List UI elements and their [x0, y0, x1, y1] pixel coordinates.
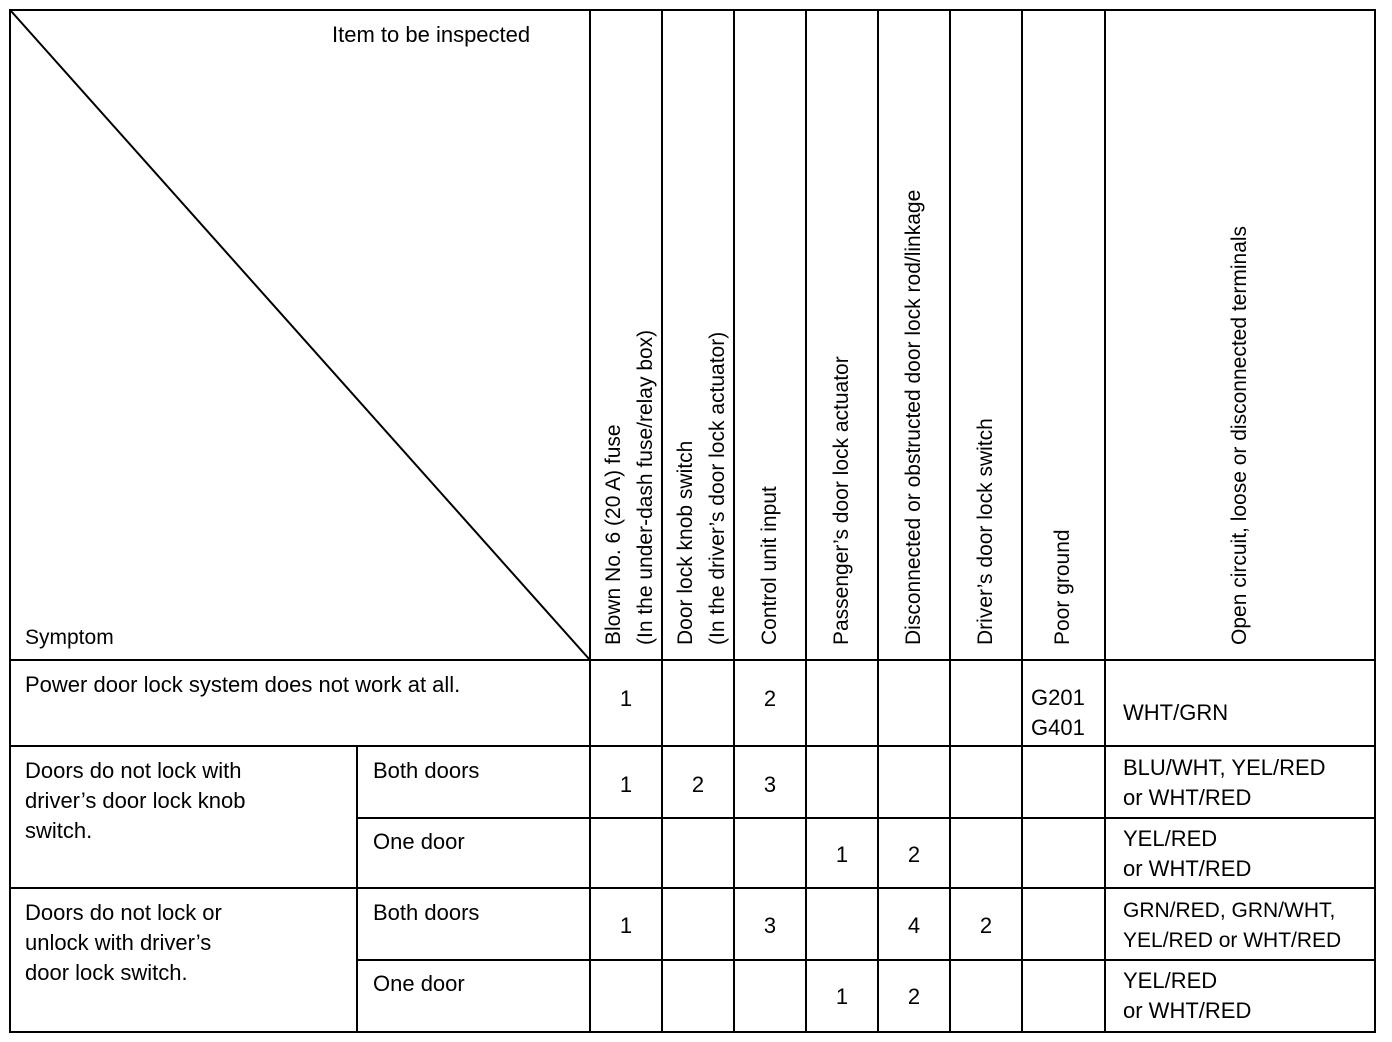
symptom-text: Doors do not lock or [25, 900, 222, 925]
terminal-value: BLU/WHT, YEL/RED [1123, 755, 1326, 780]
ground-value: G201 [1031, 685, 1085, 710]
column-header-line: Driver’s door lock switch [974, 418, 997, 645]
symptom-text: driver’s door lock knob [25, 788, 246, 813]
priority-value: 1 [835, 842, 849, 867]
priority-value: 1 [835, 984, 849, 1009]
column-header-line: Door lock knob switch [674, 440, 697, 645]
priority-value: 4 [907, 913, 921, 938]
symptom-text: switch. [25, 818, 93, 843]
priority-value: 1 [619, 913, 633, 938]
priority-value: 3 [763, 772, 777, 797]
symptom-text: unlock with driver’s [25, 930, 212, 955]
column-header-line: Disconnected or obstructed door lock rod/linkage [902, 189, 925, 645]
column-header-line: (In the under-dash fuse/relay box) [634, 329, 657, 645]
priority-value: 3 [763, 913, 777, 938]
priority-value: 1 [619, 686, 633, 711]
condition-label: Both doors [373, 900, 480, 925]
priority-value: 2 [691, 772, 705, 797]
column-header-line: (In the driver’s door lock actuator) [706, 331, 729, 645]
corner-heading-symptom: Symptom [25, 626, 114, 649]
condition-label: One door [373, 971, 465, 996]
condition-label: Both doors [373, 758, 480, 783]
priority-value: 1 [619, 772, 633, 797]
column-header-line: Passenger’s door lock actuator [830, 356, 853, 645]
terminal-value: WHT/GRN [1123, 700, 1229, 725]
terminal-value: GRN/RED, GRN/WHT, [1123, 899, 1336, 922]
column-header-line: Control unit input [758, 486, 781, 645]
corner-heading-items: Item to be inspected [332, 22, 531, 47]
symptom-text: door lock switch. [25, 960, 188, 985]
column-header-line: Poor ground [1051, 529, 1074, 645]
column-header-line: Open circuit, loose or disconnected terminals [1228, 225, 1251, 645]
priority-value: 2 [979, 913, 993, 938]
priority-value: 2 [907, 984, 921, 1009]
priority-value: 2 [763, 686, 777, 711]
terminal-value: or WHT/RED [1123, 785, 1252, 810]
terminal-value: YEL/RED [1123, 826, 1218, 851]
terminal-value: or WHT/RED [1123, 998, 1252, 1023]
symptom-text: Power door lock system does not work at all. [25, 672, 461, 697]
condition-label: One door [373, 829, 465, 854]
terminal-value: YEL/RED or WHT/RED [1123, 929, 1342, 952]
column-header-line: Blown No. 6 (20 A) fuse [602, 424, 625, 645]
priority-value: 2 [907, 842, 921, 867]
symptom-text: Doors do not lock with [25, 758, 242, 783]
terminal-value: or WHT/RED [1123, 856, 1252, 881]
terminal-value: YEL/RED [1123, 968, 1218, 993]
ground-value: G401 [1031, 715, 1085, 740]
